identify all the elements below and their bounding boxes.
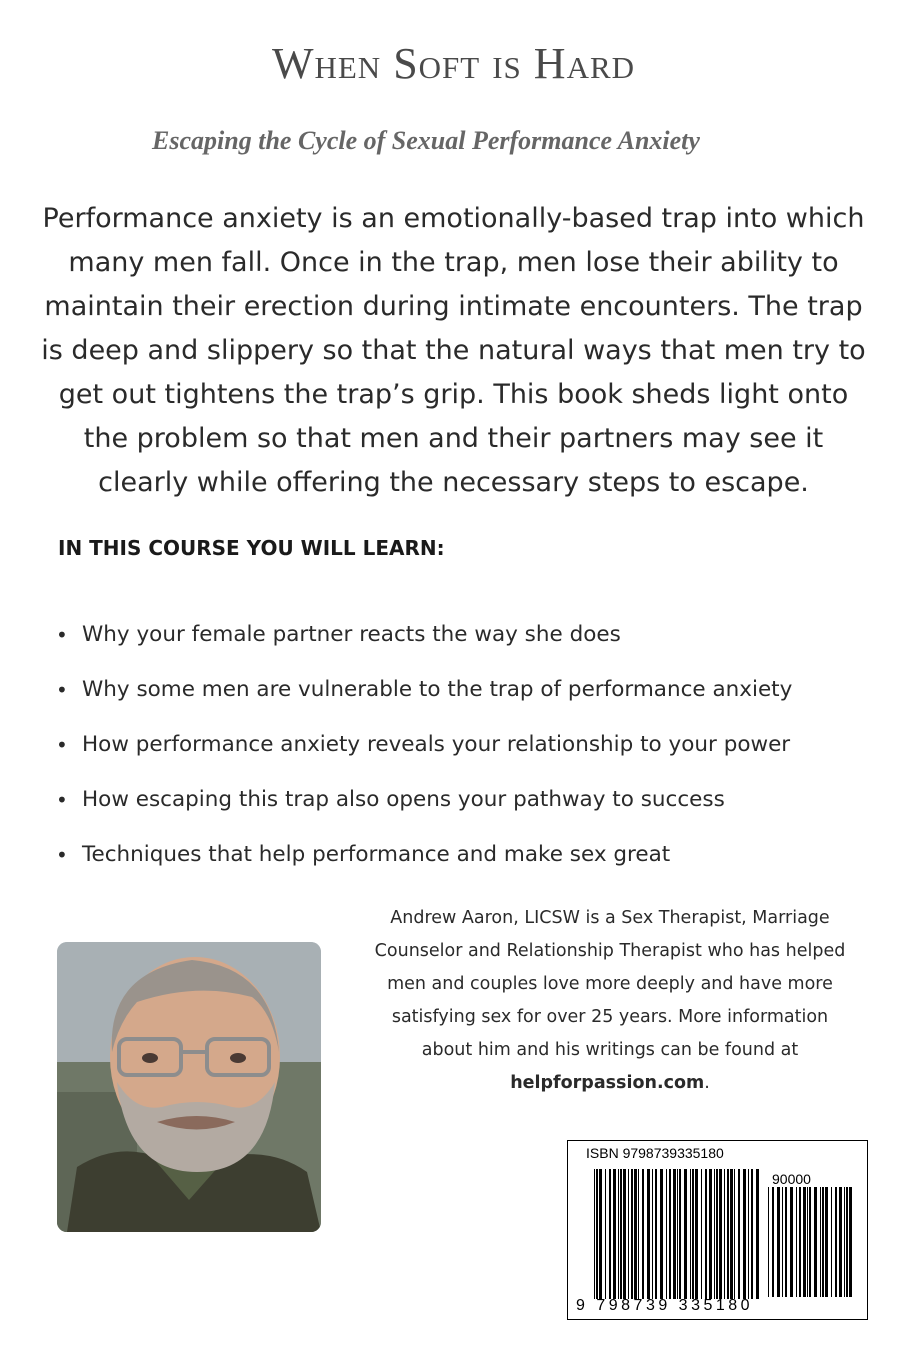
barcode-bar xyxy=(596,1169,598,1299)
bullet-icon: • xyxy=(56,678,68,702)
list-item xyxy=(56,836,876,891)
learn-heading: IN THIS COURSE YOU WILL LEARN: xyxy=(58,536,445,560)
price-code: 90000 xyxy=(772,1171,811,1187)
barcode-bar xyxy=(751,1169,753,1299)
list-item-text: How escaping this trap also opens your pathway to success xyxy=(82,787,725,812)
barcode-bar xyxy=(613,1169,616,1299)
barcode-bar xyxy=(716,1169,718,1299)
barcode-bar xyxy=(814,1187,817,1297)
bullet-icon: • xyxy=(56,623,68,647)
barcode-bar xyxy=(825,1187,828,1297)
list-item xyxy=(56,671,876,726)
barcode-bar xyxy=(620,1169,622,1299)
author-photo xyxy=(57,942,321,1232)
barcode-bar xyxy=(809,1187,811,1297)
barcode-bar xyxy=(594,1169,595,1299)
barcode-bar xyxy=(831,1187,832,1297)
list-item xyxy=(56,726,876,781)
barcode-bar xyxy=(734,1169,735,1299)
bullet-icon: • xyxy=(56,843,68,867)
barcode-bar xyxy=(631,1169,633,1299)
barcode-bar xyxy=(623,1169,626,1299)
barcode-bar xyxy=(642,1169,644,1299)
list-item-text: Why your female partner reacts the way she does xyxy=(82,622,621,647)
isbn-barcode xyxy=(567,1140,868,1320)
barcode-bar xyxy=(709,1169,712,1299)
barcode-bar xyxy=(679,1169,681,1299)
author-bio-end: . xyxy=(704,1073,710,1093)
barcode-bar xyxy=(701,1169,702,1299)
barcode-bar xyxy=(695,1169,698,1299)
list-item xyxy=(56,616,876,671)
barcode-bar xyxy=(638,1169,639,1299)
barcode-bar xyxy=(655,1169,657,1299)
barcode-bar xyxy=(719,1169,722,1299)
barcode-bar xyxy=(748,1169,749,1299)
barcode-bar xyxy=(839,1187,842,1297)
bullet-icon: • xyxy=(56,788,68,812)
book-blurb: Performance anxiety is an emotionally-based trap into which many men fall. Once in the trap, men lose their ability to maintain their erection during intimate encounters. The trap is deep and slippery so that the natural ways that men try to get out tightens the trap’s grip. This book sheds light onto the problem so that men and their partners may see it clearly while offering the necessary steps to escape. xyxy=(41,203,866,498)
barcode-bar xyxy=(796,1187,797,1297)
barcode-bar xyxy=(803,1187,806,1297)
ean-digits: 9 798739 335180 xyxy=(576,1297,754,1314)
barcode-bar xyxy=(772,1187,774,1297)
barcode-bar xyxy=(673,1169,676,1299)
barcode-bar xyxy=(790,1187,793,1297)
barcode-bar xyxy=(743,1169,746,1299)
barcode-bar xyxy=(835,1187,837,1297)
barcode-bar xyxy=(705,1169,707,1299)
barcode-bar xyxy=(727,1169,729,1299)
barcode-bar xyxy=(692,1169,694,1299)
list-item xyxy=(56,781,876,836)
barcode-bar xyxy=(782,1187,783,1297)
learn-list xyxy=(56,616,876,891)
barcode-bar xyxy=(652,1169,653,1299)
barcode-bar xyxy=(849,1187,852,1297)
bullet-icon: • xyxy=(56,733,68,757)
book-subtitle: Escaping the Cycle of Sexual Performance Anxiety xyxy=(152,126,700,155)
barcode-bar xyxy=(724,1169,725,1299)
barcode-bar xyxy=(628,1169,629,1299)
book-title: When Soft is Hard xyxy=(271,39,636,88)
list-item-text: Why some men are vulnerable to the trap of performance anxiety xyxy=(82,677,793,702)
barcode-bar xyxy=(768,1187,769,1297)
barcode-bar xyxy=(634,1169,637,1299)
author-bio xyxy=(370,902,850,1100)
barcode-bar xyxy=(677,1169,678,1299)
barcode-bar xyxy=(777,1187,780,1297)
barcode-bar xyxy=(844,1187,845,1297)
barcode-bar xyxy=(785,1187,787,1297)
barcode-bar xyxy=(714,1169,715,1299)
barcode-bar xyxy=(807,1187,808,1297)
barcode-bar xyxy=(822,1187,824,1297)
list-item-text: Techniques that help performance and make sex great xyxy=(82,842,671,867)
barcode-bar xyxy=(605,1169,606,1299)
barcode-bar xyxy=(669,1169,671,1299)
author-website: helpforpassion.com xyxy=(510,1073,705,1093)
list-item-text: How performance anxiety reveals your relationship to your power xyxy=(82,732,791,757)
barcode-bar xyxy=(609,1169,611,1299)
barcode-bar xyxy=(730,1169,733,1299)
barcode-bar xyxy=(647,1169,650,1299)
barcode-bar xyxy=(738,1169,740,1299)
barcode-bar xyxy=(820,1187,821,1297)
barcode-bars xyxy=(594,1169,764,1299)
barcode-bar xyxy=(618,1169,619,1299)
author-portrait-illustration xyxy=(57,942,321,1232)
isbn-label: ISBN 9798739335180 xyxy=(586,1145,724,1161)
barcode-bar xyxy=(660,1169,663,1299)
author-bio-text: Andrew Aaron, LICSW is a Sex Therapist, Marriage Counselor and Relationship Therapist who has helped men and couples love more deeply and have more satisfying sex for over 25 years. More information about him and his writings can be found at xyxy=(374,908,846,1060)
barcode-bar xyxy=(666,1169,667,1299)
barcode-bar xyxy=(690,1169,691,1299)
barcode-bar xyxy=(846,1187,848,1297)
barcode-bar xyxy=(684,1169,687,1299)
barcode-bar xyxy=(799,1187,801,1297)
barcode-bar xyxy=(599,1169,602,1299)
addon-barcode-bars xyxy=(768,1187,852,1297)
barcode-bar xyxy=(756,1169,759,1299)
